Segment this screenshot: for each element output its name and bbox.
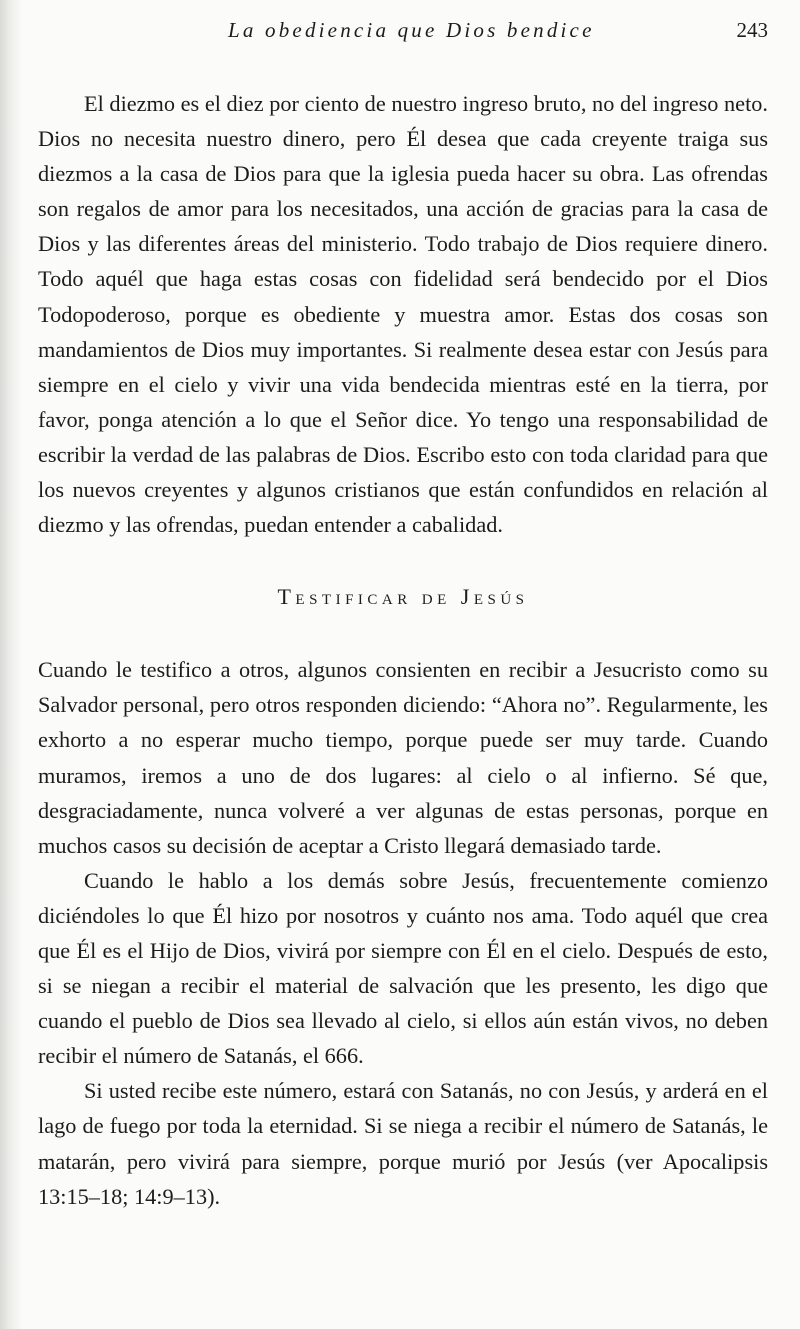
running-title: La obediencia que Dios bendice xyxy=(228,18,595,42)
paragraph-speaking: Cuando le hablo a los demás sobre Jesús, frecuentemente comienzo diciéndoles lo que Él hizo por nosotros y cuánto nos ama. Todo aquél que crea que Él es el Hijo de Dios, vivirá por siempre con Él en el cielo. Después de esto, si se niegan a recibir el material de salvación que les presento, les digo que cuando el pueblo de Dios sea llevado al cielo, si ellos aún están vivos, no deben recibir el número de Satanás, el 666. xyxy=(38,867,768,1069)
running-header xyxy=(38,18,768,48)
paragraph-number: Si usted recibe este número, estará con Satanás, no con Jesús, y arderá en el lago de fuego por toda la eternidad. Si se niega a recibir el número de Satanás, le matarán, pero vivirá para siempre, porque murió por Jesús (ver Apocalipsis 13:15–18; 14:9–13). xyxy=(38,1078,768,1209)
page-number: 243 xyxy=(736,18,768,42)
body-text xyxy=(38,86,768,1214)
paragraph-testify: Cuando le testifico a otros, algunos consienten en recibir a Jesucristo como su Salvador personal, pero otros responden diciendo: “Ahora no”. Regularmente, les exhorto a no esperar mucho tiempo, porque puede ser muy tarde. Cuando muramos, iremos a uno de dos lugares: al cielo o al infierno. Sé que, desgraciadamente, nunca volveré a ver algunas de estas personas, porque en muchos casos su decisión de aceptar a Cristo llegará demasiado tarde. xyxy=(38,657,768,858)
section-heading: Testificar de Jesús xyxy=(277,584,529,610)
paragraph-tithe: El diezmo es el diez por ciento de nuestro ingreso bruto, no del ingreso neto. Dios no necesita nuestro dinero, pero Él desea que cada creyente traiga sus diezmos a la casa de Dios para que la iglesia pueda hacer su obra. Las ofrendas son regalos de amor para los necesitados, una acción de gracias para la casa de Dios y las diferentes áreas del ministerio. Todo trabajo de Dios requiere dinero. Todo aquél que haga estas cosas con fidelidad será bendecido por el Dios Todopoderoso, porque es obediente y muestra amor. Estas dos cosas son mandamientos de Dios muy importantes. Si realmente desea estar con Jesús para siempre en el cielo y vivir una vida bendecida mientras esté en la tierra, por favor, ponga atención a lo que el Señor dice. Yo tengo una responsabilidad de escribir la verdad de las palabras de Dios. Escribo esto con toda claridad para que los nuevos creyentes y algunos cristianos que están confundidos en relación al diezmo y las ofrendas, puedan entender a cabalidad. xyxy=(38,91,768,538)
binding-shadow xyxy=(0,0,22,1329)
